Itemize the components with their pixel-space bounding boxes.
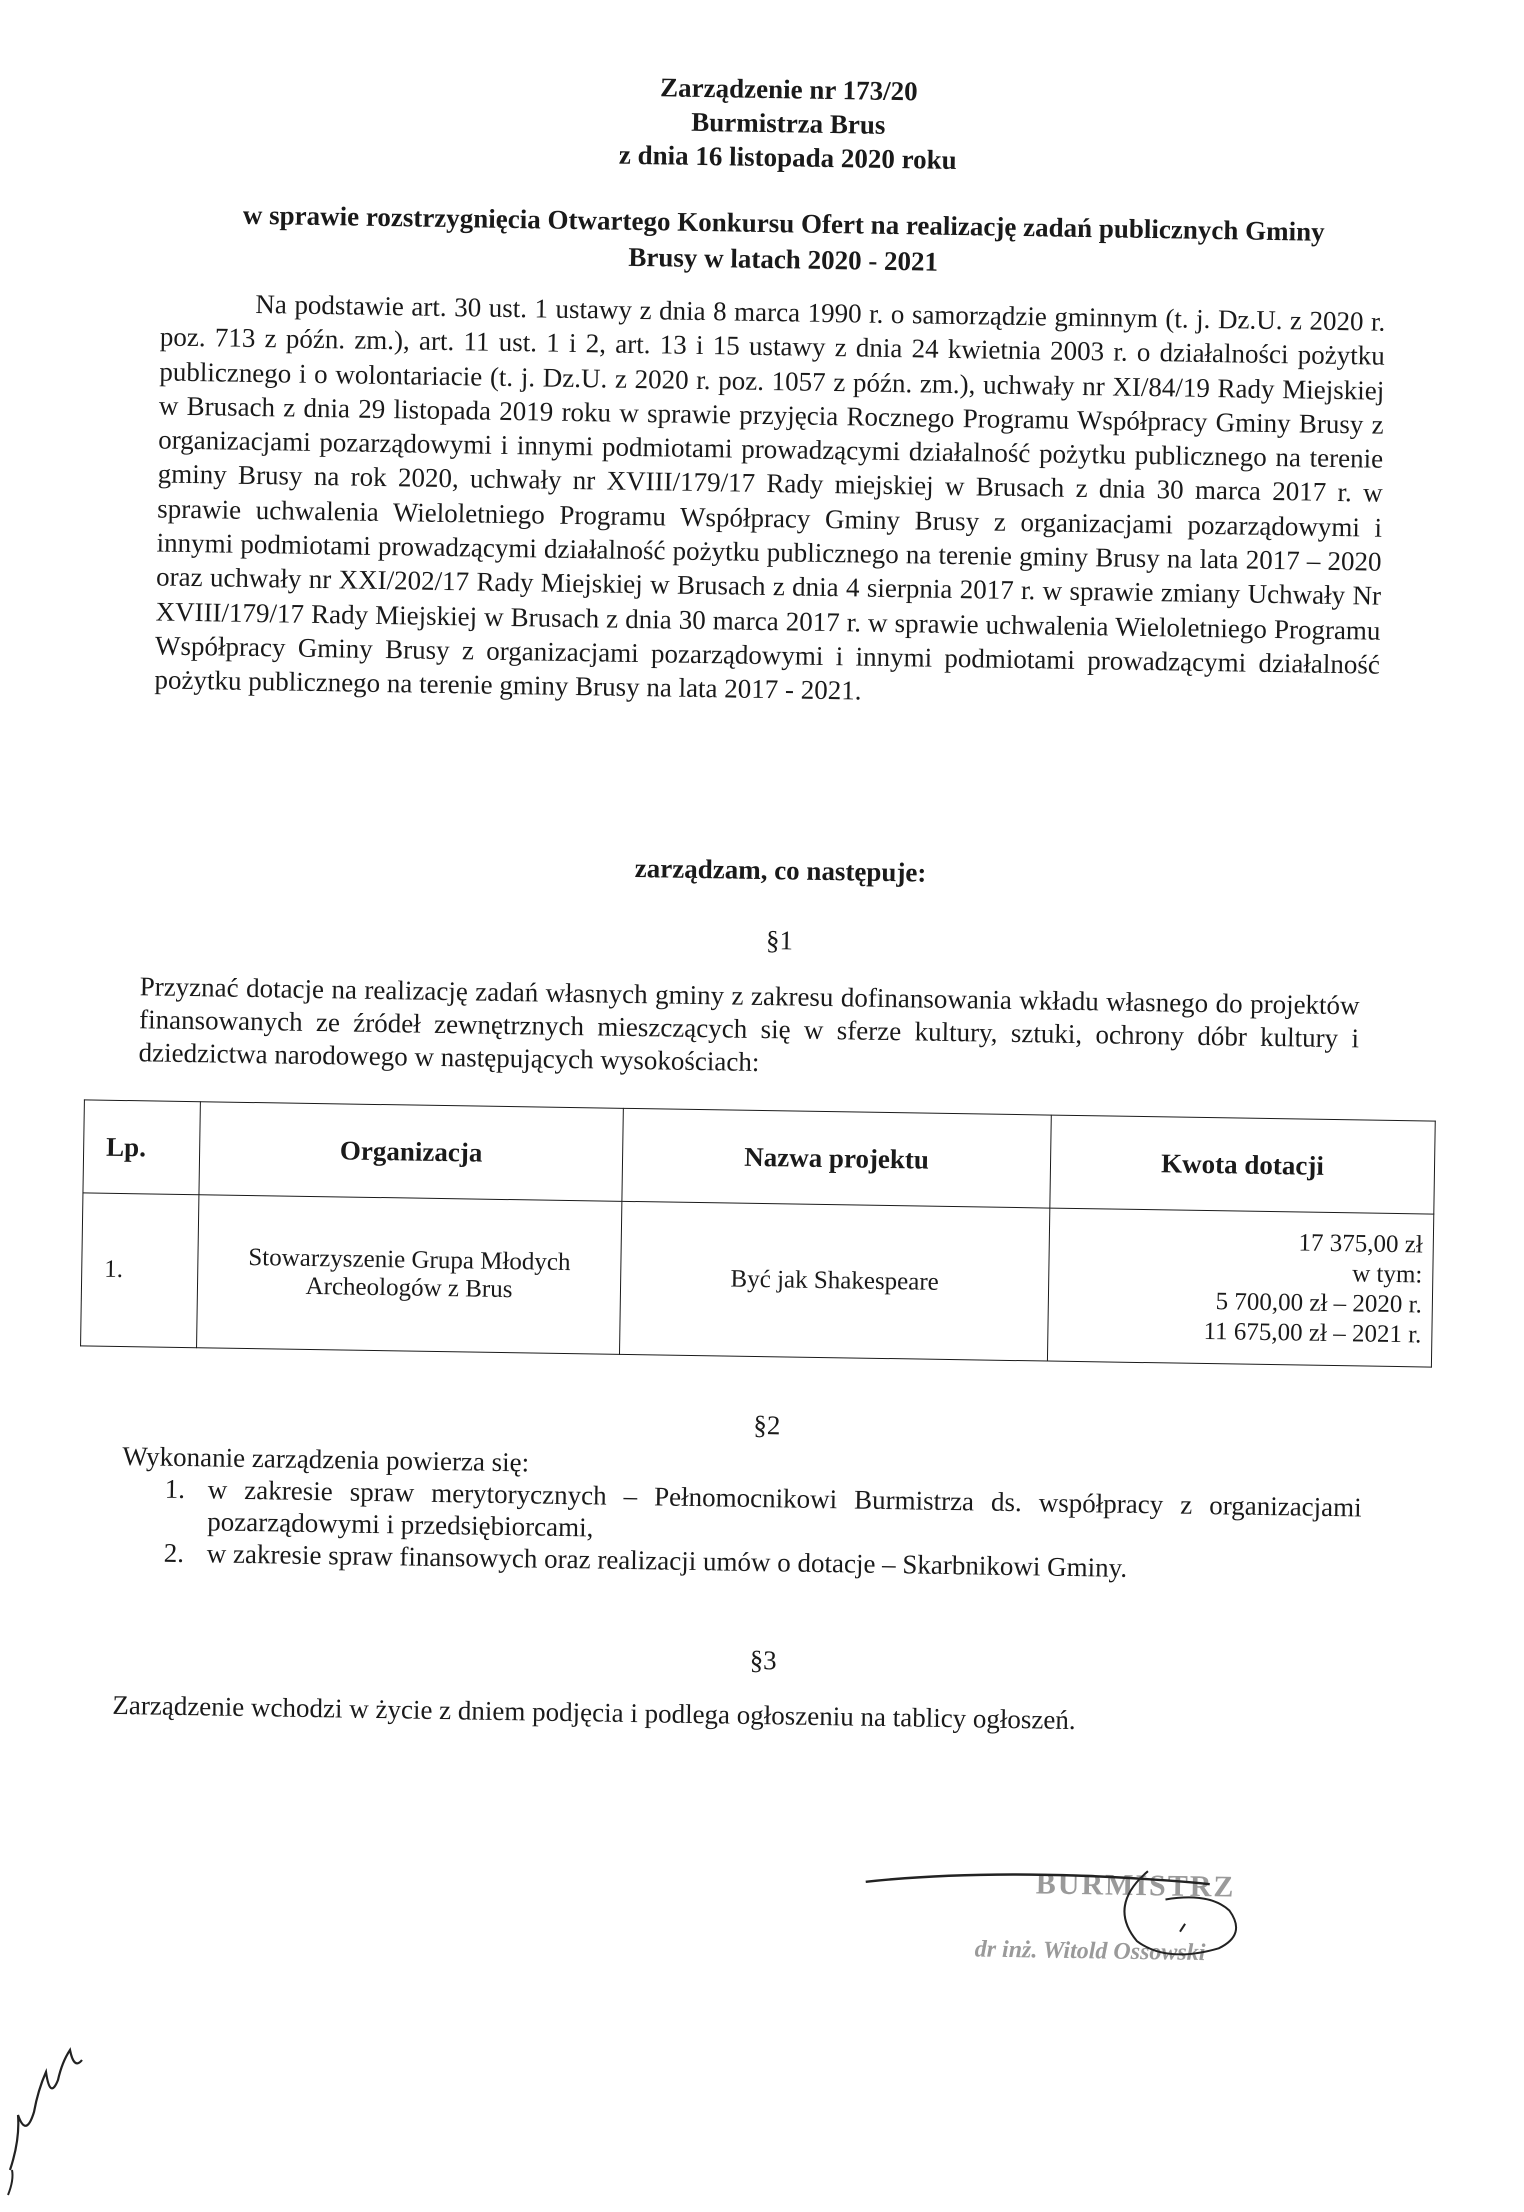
section-3-text: Zarządzenie wchodzi w życie z dniem podjęcia i podlega ogłoszeniu na tablicy ogłoszeń. [112, 1689, 1076, 1736]
section-2-mark: §2 [753, 1409, 781, 1441]
grant-table [80, 1099, 1436, 1367]
list-item: 2. w zakresie spraw finansowych oraz realizacji umów o dotacje – Skarbnikowi Gminy. [191, 1537, 1361, 1587]
legal-basis-paragraph: Na podstawie art. 30 ust. 1 ustawy z dnia 8 marca 1990 r. o samorządzie gminnym (t. j. Dz.U. z 2020 r. poz. 713 z późn. zm.), art. 11 ust. 1 i 2, art. 13 i 15 ustawy z dnia 24 kwietnia 2003 r. o działalności pożytku publicznego i o wolontariacie (t. j. Dz.U. z 2020 r. poz. 1057 z późn. zm.), uchwały nr XI/84/19 Rady Miejskiej w Brusach z dnia 29 listopada 2019 roku w sprawie przyjęcia Rocznego Programu Współpracy Gminy Brusy z organizacjami pozarządowymi i innymi podmiotami prowadzącymi działalność pożytku publicznego na terenie gminy Brusy na rok 2020, uchwały nr XVIII/179/17 Rady miejskiej w Brusach z dnia 30 marca 2017 r. w sprawie uchwalenia Wieloletniego Programu Współpracy Gminy Brusy z organizacjami pozarządowymi i innymi podmiotami prowadzącymi działalność pożytku publicznego na terenie gminy Brusy na lata 2017 – 2020 oraz uchwały nr XXI/202/17 Rady Miejskiej w Brusach z dnia 4 sierpnia 2017 r. w sprawie zmiany Uchwały Nr XVIII/179/17 Rady Miejskiej w Brusach z dnia 30 marca 2017 r. w sprawie uchwalenia Wieloletniego Programu Współpracy Gminy Brusy z organizacjami pozarządowymi i innymi podmiotami prowadzącymi działalność pożytku publicznego na terenie gminy Brusy na lata 2017 - 2021. [154, 288, 1386, 706]
stamp-title: BURMISTRZ [1035, 1867, 1236, 1904]
organization-line: Archeologów z Brus [305, 1272, 513, 1304]
header-lp: Lp. [83, 1100, 200, 1195]
section-2-intro: Wykonanie zarządzenia powierza się: [122, 1441, 530, 1478]
header-project-name: Nazwa projektu [622, 1108, 1051, 1208]
header-organization: Organizacja [199, 1102, 623, 1202]
cell-organization [197, 1195, 622, 1355]
cell-project-name: Być jak Shakespeare [619, 1201, 1049, 1361]
cell-grant-amount [1047, 1208, 1433, 1367]
cell-lp: 1. [81, 1193, 199, 1348]
table-row [81, 1193, 1434, 1367]
issue-date: z dnia 16 listopada 2020 roku [618, 139, 957, 175]
section-2-body [121, 1440, 1363, 1587]
list-item: 1. w zakresie spraw merytorycznych – Pełnomocnikowi Burmistrza ds. współpracy z organizacjami pozarządowymi i przedsiębiorcami, [191, 1473, 1362, 1555]
ordinance-subject: w sprawie rozstrzygnięcia Otwartego Konkursu Ofert na realizację zadań publicznych Gminy Brusy w latach 2020 - 2021 [242, 199, 1325, 277]
amount-total: 17 375,00 zł [1298, 1229, 1424, 1259]
mayor-stamp-signature [846, 1846, 1268, 1983]
section-1-text: Przyznać dotacje na realizację zadań własnych gminy z zakresu dofinansowania wkładu własnego do projektów finansowanych ze źródeł zewnętrznych mieszczących się w sferze kultury, sztuki, ochrony dóbr kultury i dziedzictwa narodowego w następujących wysokościach: [138, 971, 1360, 1077]
header-grant-amount: Kwota dotacji [1050, 1115, 1435, 1214]
ordinance-number: Zarządzenie nr 173/20 [659, 72, 918, 107]
amount-2020: 5 700,00 zł – 2020 r. [1215, 1288, 1423, 1319]
stamp-name: dr inż. Witold Ossowski [974, 1936, 1206, 1967]
handwritten-signature-icon [846, 1846, 1268, 1983]
amount-label: w tym: [1351, 1260, 1423, 1289]
section-1-mark: §1 [765, 925, 794, 956]
document-header [17, 0, 1524, 175]
section-3-mark: §3 [749, 1644, 777, 1676]
organization-line: Stowarzyszenie Grupa Młodych [248, 1243, 571, 1277]
amount-2021: 11 675,00 zł – 2021 r. [1203, 1317, 1422, 1349]
decree-heading: zarządzam, co następuje: [634, 853, 927, 888]
margin-initials-icon [0, 2020, 90, 2200]
responsibility-list [121, 1472, 1362, 1587]
issuer: Burmistrza Brus [690, 106, 886, 140]
